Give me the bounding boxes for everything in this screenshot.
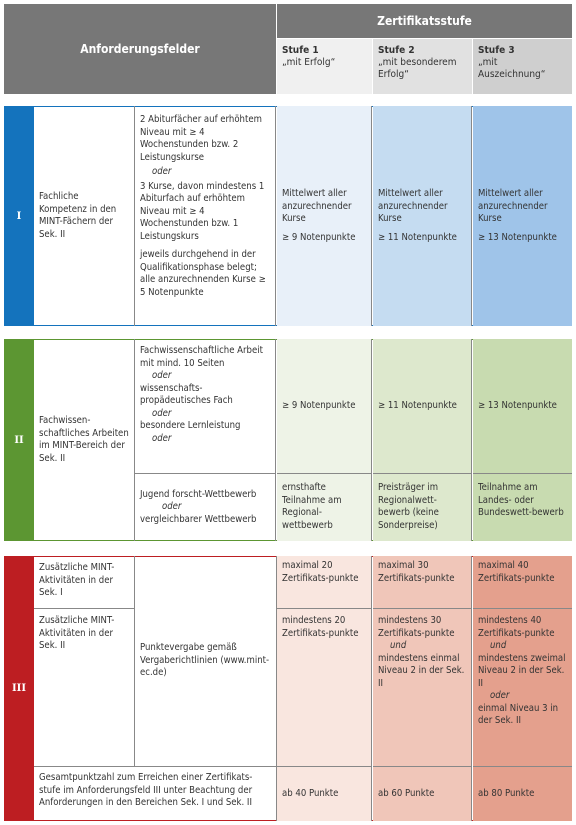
section-2-field: Fachwissen-schaftliches Arbeiten im MINT-Bereich der Sek. II (34, 339, 135, 541)
section-1-req-c: jeweils durchgehend in der Qualifikationsphase belegt; alle anzurechnenden Kurse ≥ 5 Notenpunkte (140, 249, 266, 298)
section-2-req-a: Fachwissenschaftliche Arbeit mit mind. 10 Seiten (140, 345, 263, 369)
section-1-value-1: ≥ 9 Notenpunkte (282, 231, 356, 243)
section-1-requirements (135, 106, 276, 326)
section-3-max-level-1: maximal 20 Zertifikats-punkte (277, 556, 372, 609)
level-3-header (473, 39, 572, 94)
level-1-header (277, 39, 372, 94)
section-2-jugend-level-1: ernsthafte Teilnahme am Regional-wettbewerb (277, 474, 372, 541)
section-3-total-label: Gesamtpunktzahl zum Erreichen einer Zertifikats-stufe im Anforderungsfeld III unter Beachtung der Anforderungen in den Bereichen Sek. I und Sek. II (34, 767, 277, 821)
section-1-level-2 (373, 106, 472, 326)
section-3-max-level-2: maximal 30 Zertifikats-punkte (373, 556, 472, 609)
section-3-min-level-2: mindestens 30 Zertifikats-punkte und mindestens einmal Niveau 2 in der Sek. II (373, 609, 472, 767)
section-1-mean-1: Mittelwert aller anzurechnender Kurse (282, 188, 352, 224)
level-1-name: Stufe 1 (282, 45, 319, 56)
level-2-header (373, 39, 472, 94)
level-2-name: Stufe 2 (378, 45, 415, 56)
section-1-value-3: ≥ 13 Notenpunkte (478, 231, 557, 243)
section-3-requirements: Punktevergabe gemäß Vergaberichtlinien (www.mint-ec.de) (135, 556, 277, 767)
section-1-mean-3: Mittelwert aller anzurechnender Kurse (478, 188, 548, 224)
section-1-req-b: 3 Kurse, davon mindestens 1 Abiturfach auf erhöhtem Niveau mit ≥ 4 Wochenstunden bzw. 1 Leistungskurs (140, 180, 265, 242)
section-1-or: oder (152, 166, 172, 177)
section-3-total-level-2: ab 60 Punkte (373, 767, 472, 821)
section-2-jugend-level-3: Teilnahme am Landes- oder Bundeswett-bewerb (473, 474, 572, 541)
section-3-min-level-1: mindestens 20 Zertifikats-punkte (277, 609, 372, 767)
section-2-level-1: ≥ 9 Notenpunkte (277, 339, 372, 474)
level-3-name: Stufe 3 (478, 45, 515, 56)
section-3-total-level-3: ab 80 Punkte (473, 767, 572, 821)
level-1-quote: „mit Erfolg“ (282, 57, 336, 68)
section-1-roman: I (4, 106, 34, 326)
section-3-total-level-1: ab 40 Punkte (277, 767, 372, 821)
header-certificate-level (277, 4, 572, 38)
section-1-mean-2: Mittelwert aller anzurechnender Kurse (378, 188, 448, 224)
level-2-quote: „mit besonderem Erfolg“ (378, 57, 457, 80)
section-1-req-a: 2 Abiturfächer auf erhöhtem Niveau mit ≥ 4 Wochenstunden bzw. 2 Leistungskurse (140, 114, 262, 163)
section-3-field-sek2: Zusätzliche MINT-Aktivitäten in der Sek. II (34, 609, 135, 767)
section-1-field: Fachliche Kompetenz in den MINT-Fächern der Sek. II (34, 106, 135, 326)
section-2-level-2: ≥ 11 Notenpunkte (373, 339, 472, 474)
section-2-level-3: ≥ 13 Notenpunkte (473, 339, 572, 474)
level-3-quote: „mit Auszeichnung“ (478, 57, 546, 80)
section-3-roman: III (4, 556, 34, 821)
section-1-level-3 (473, 106, 572, 326)
header-requirements (4, 4, 276, 94)
section-3-min-level-3: mindestens 40 Zertifikats-punkte und mindestens zweimal Niveau 2 in der Sek. II oder einmal Niveau 3 in der Sek. II (473, 609, 572, 767)
section-2-requirements: Fachwissenschaftliche Arbeit mit mind. 10 Seiten oder wissenschafts-propädeutisches Fach oder besondere Lernleistung oder (135, 339, 276, 474)
header-certificate-level-label: Zertifikatsstufe (377, 14, 472, 28)
section-2-req-c: besondere Lernleistung (140, 420, 241, 431)
section-3-max-level-3: maximal 40 Zertifikats-punkte (473, 556, 572, 609)
section-2-roman: II (4, 339, 34, 541)
header-requirements-label: Anforderungsfelder (80, 42, 200, 56)
section-1-value-2: ≥ 11 Notenpunkte (378, 231, 457, 243)
section-2-jugend-forscht: Jugend forscht-Wettbewerb oder vergleichbarer Wettbewerb (135, 474, 276, 541)
section-2-jugend-level-2: Preisträger im Regionalwett-bewerb (keine Sonderpreise) (373, 474, 472, 541)
section-2-req-b: wissenschafts-propädeutisches Fach (140, 382, 233, 406)
section-3-field-sek1: Zusätzliche MINT-Aktivitäten in der Sek. I (34, 556, 135, 609)
section-1-level-1 (277, 106, 372, 326)
